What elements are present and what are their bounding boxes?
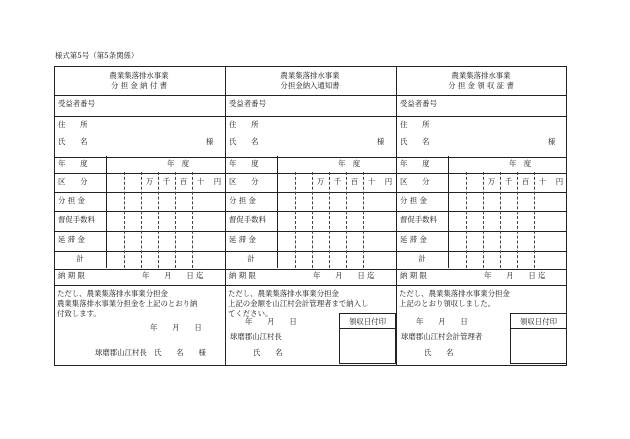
signer-name: 氏 名 — [253, 348, 283, 357]
note-line: 上記の金額を山江村会計管理者まで納入し — [228, 299, 369, 308]
digit-divider — [500, 172, 501, 268]
issue-date: 年 月 日 — [416, 317, 468, 326]
address-label: 住 所 — [400, 120, 430, 129]
note-line: ただし、農業集落排水事業分担金 — [57, 289, 168, 298]
form-label: 様式第5号（第5条関係） — [55, 51, 139, 60]
digit-header: 百 — [179, 177, 188, 186]
digit-header: 円 — [384, 177, 393, 186]
digit-header: 千 — [504, 177, 513, 186]
digit-header: 百 — [350, 177, 359, 186]
label-divider — [106, 156, 107, 268]
digit-divider — [158, 172, 159, 268]
doc-title: 農業集落排水事業 — [451, 71, 511, 80]
receipt-stamp-label: 領収日付印 — [520, 317, 557, 326]
digit-header: 十 — [538, 177, 547, 186]
doc-title: 農業集落排水事業 — [280, 71, 340, 80]
note-line: ただし、農業集落排水事業分担金 — [399, 289, 510, 298]
digit-divider — [329, 172, 330, 268]
digit-header: 百 — [521, 177, 530, 186]
due-label: 納 期 限 — [58, 271, 85, 280]
digit-header: 円 — [213, 177, 222, 186]
year-unit: 年 度 — [338, 159, 361, 168]
late-label: 延 滞 金 — [229, 235, 256, 244]
name-label: 氏 名 — [400, 137, 430, 146]
sama-label: 様 — [548, 137, 556, 146]
digit-divider — [483, 172, 484, 268]
beneficiary-no-label: 受益者番号 — [58, 99, 95, 108]
digit-header: 千 — [333, 177, 342, 186]
digit-header: 万 — [487, 177, 496, 186]
note-line: ただし、農業集落排水事業分担金 — [228, 289, 339, 298]
kubun-label: 区 分 — [58, 177, 88, 186]
stamp-divider — [339, 328, 396, 329]
notice-form — [54, 66, 567, 366]
digit-header: 十 — [367, 177, 376, 186]
name-label: 氏 名 — [58, 137, 88, 146]
late-label: 延 滞 金 — [58, 235, 85, 244]
digit-divider — [534, 172, 535, 268]
year-unit: 年 度 — [167, 159, 190, 168]
signer: 球磨郡山江村長 氏 名 様 — [95, 348, 206, 357]
name-label: 氏 名 — [229, 137, 259, 146]
note-line: 農業集落排水事業分担金を上記のとおり納 — [57, 299, 198, 308]
digit-header: 円 — [555, 177, 564, 186]
digit-divider — [141, 172, 142, 268]
digit-divider — [124, 172, 125, 268]
due-value: 年 月 日 迄 — [313, 271, 375, 280]
doc-subtitle: 分 担 金 領 収 証 書 — [448, 81, 514, 90]
kubun-label: 区 分 — [400, 177, 430, 186]
charge-label: 分 担 金 — [400, 196, 427, 205]
digit-header: 万 — [145, 177, 154, 186]
digit-header: 千 — [162, 177, 171, 186]
due-value: 年 月 日 迄 — [484, 271, 546, 280]
due-label: 納 期 限 — [400, 271, 427, 280]
note-line: 上記のとおり領収しました。 — [399, 299, 496, 308]
digit-divider — [466, 172, 467, 268]
charge-label: 分 担 金 — [229, 196, 256, 205]
late-label: 延 滞 金 — [400, 235, 427, 244]
address-label: 住 所 — [58, 120, 88, 129]
total-label: 計 — [247, 254, 255, 263]
digit-divider — [517, 172, 518, 268]
due-label: 納 期 限 — [229, 271, 256, 280]
fee-label: 督促手数料 — [58, 215, 95, 224]
beneficiary-no-label: 受益者番号 — [400, 99, 437, 108]
issue-date: 年 月 日 — [245, 317, 297, 326]
digit-divider — [363, 172, 364, 268]
digit-divider — [295, 172, 296, 268]
issue-date: 年 月 日 — [150, 323, 202, 332]
note-line: 付致します。 — [57, 309, 101, 318]
doc-subtitle: 分 担 金 納 付 書 — [110, 81, 168, 90]
stamp-divider — [510, 328, 567, 329]
signer-name: 氏 名 — [424, 348, 454, 357]
beneficiary-no-label: 受益者番号 — [229, 99, 266, 108]
doc-subtitle: 分担金納入通知書 — [280, 81, 340, 90]
sama-label: 様 — [377, 137, 385, 146]
digit-divider — [312, 172, 313, 268]
digit-header: 万 — [316, 177, 325, 186]
label-divider — [448, 156, 449, 268]
year-label: 年 度 — [400, 159, 430, 168]
address-label: 住 所 — [229, 120, 259, 129]
digit-divider — [175, 172, 176, 268]
label-divider — [277, 156, 278, 268]
digit-divider — [346, 172, 347, 268]
digit-divider — [192, 172, 193, 268]
doc-title: 農業集落排水事業 — [109, 71, 169, 80]
total-label: 計 — [418, 254, 426, 263]
fee-label: 督促手数料 — [229, 215, 266, 224]
year-label: 年 度 — [229, 159, 259, 168]
signer-office: 球磨郡山江村長 — [230, 332, 282, 341]
year-label: 年 度 — [58, 159, 88, 168]
kubun-label: 区 分 — [229, 177, 259, 186]
sama-label: 様 — [206, 137, 214, 146]
charge-label: 分 担 金 — [58, 196, 85, 205]
receipt-stamp-label: 領収日付印 — [349, 317, 386, 326]
note-line: てください。 — [228, 309, 273, 318]
due-value: 年 月 日 迄 — [142, 271, 204, 280]
digit-header: 十 — [196, 177, 205, 186]
year-unit: 年 度 — [509, 159, 532, 168]
total-label: 計 — [76, 254, 84, 263]
signer-office: 球磨郡山江村会計管理者 — [401, 332, 483, 341]
fee-label: 督促手数料 — [400, 215, 437, 224]
